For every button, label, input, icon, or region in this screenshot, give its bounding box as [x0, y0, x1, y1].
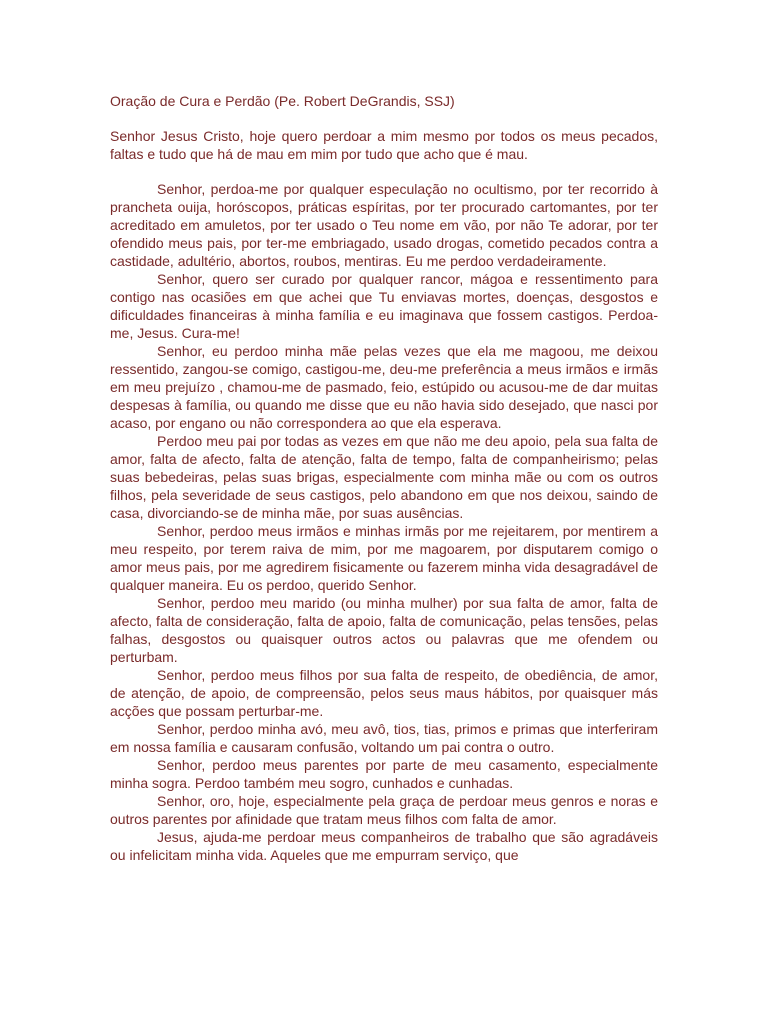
paragraph: Senhor, eu perdoo minha mãe pelas vezes que ela me magoou, me deixou ressentido, zangou-se comigo, castigou-me, deu-me preferência a meus irmãos e irmãs em meu prejuízo , chamou-me de pasmado, feio, estúpido ou acusou-me de dar muitas despesas à família, ou quando me disse que eu não havia sido desejado, que nasci por acaso, por engano ou não correspondera ao que ela esperava. [110, 343, 658, 431]
prayer-body [110, 180, 658, 864]
paragraph: Senhor, perdoo meus irmãos e minhas irmãs por me rejeitarem, por mentirem a meu respeito, por terem raiva de mim, por me magoarem, por disputarem comigo o amor meus pais, por me agredirem fisicamente ou fazerem minha vida desagradável de qualquer maneira. Eu os perdoo, querido Senhor. [110, 523, 658, 593]
intro-paragraph: Senhor Jesus Cristo, hoje quero perdoar a mim mesmo por todos os meus pecados, faltas e tudo que há de mau em mim por tudo que acho que é mau. [110, 128, 658, 162]
paragraph: Senhor, perdoo meus parentes por parte de meu casamento, especialmente minha sogra. Perdoo também meu sogro, cunhados e cunhadas. [110, 757, 658, 791]
paragraph: Senhor, quero ser curado por qualquer rancor, mágoa e ressentimento para contigo nas ocasiões em que achei que Tu enviavas mortes, doenças, desgostos e dificuldades financeiras à minha família e eu imaginava que fossem castigos. Perdoa-me, Jesus. Cura-me! [110, 271, 658, 341]
paragraph: Senhor, perdoa-me por qualquer especulação no ocultismo, por ter recorrido à prancheta ouija, horóscopos, práticas espíritas, por ter procurado cartomantes, por ter acreditado em amuletos, por ter usado o Teu nome em vão, por não Te adorar, por ter ofendido meus pais, por ter-me embriagado, usado drogas, cometido pecados contra a castidade, adultério, abortos, roubos, mentiras. Eu me perdoo verdadeiramente. [110, 181, 658, 269]
paragraph: Senhor, perdoo meus filhos por sua falta de respeito, de obediência, de amor, de atenção, de apoio, de compreensão, pelos seus maus hábitos, por quaisquer más acções que possam perturbar-me. [110, 667, 658, 719]
paragraph: Jesus, ajuda-me perdoar meus companheiros de trabalho que são agradáveis ou infelicitam minha vida. Aqueles que me empurram serviço, que [110, 829, 658, 863]
paragraph: Senhor, perdoo minha avó, meu avô, tios, tias, primos e primas que interferiram em nossa família e causaram confusão, voltando um pai contra o outro. [110, 721, 658, 755]
document-title: Oração de Cura e Perdão (Pe. Robert DeGrandis, SSJ) [110, 93, 455, 109]
paragraph: Perdoo meu pai por todas as vezes em que não me deu apoio, pela sua falta de amor, falta de afecto, falta de atenção, falta de tempo, falta de companheirismo; pelas suas bebedeiras, pelas suas brigas, especialmente com minha mãe ou com os outros filhos, pela severidade de seus castigos, pelo abandono em que nos deixou, saindo de casa, divorciando-se de minha mãe, por suas ausências. [110, 433, 658, 521]
paragraph: Senhor, oro, hoje, especialmente pela graça de perdoar meus genros e noras e outros parentes por afinidade que tratam meus filhos com falta de amor. [110, 793, 658, 827]
paragraph: Senhor, perdoo meu marido (ou minha mulher) por sua falta de amor, falta de afecto, falta de consideração, falta de apoio, falta de comunicação, pelas tensões, pelas falhas, desgostos ou quaisquer outros actos ou palavras que me ofendem ou perturbam. [110, 595, 658, 665]
